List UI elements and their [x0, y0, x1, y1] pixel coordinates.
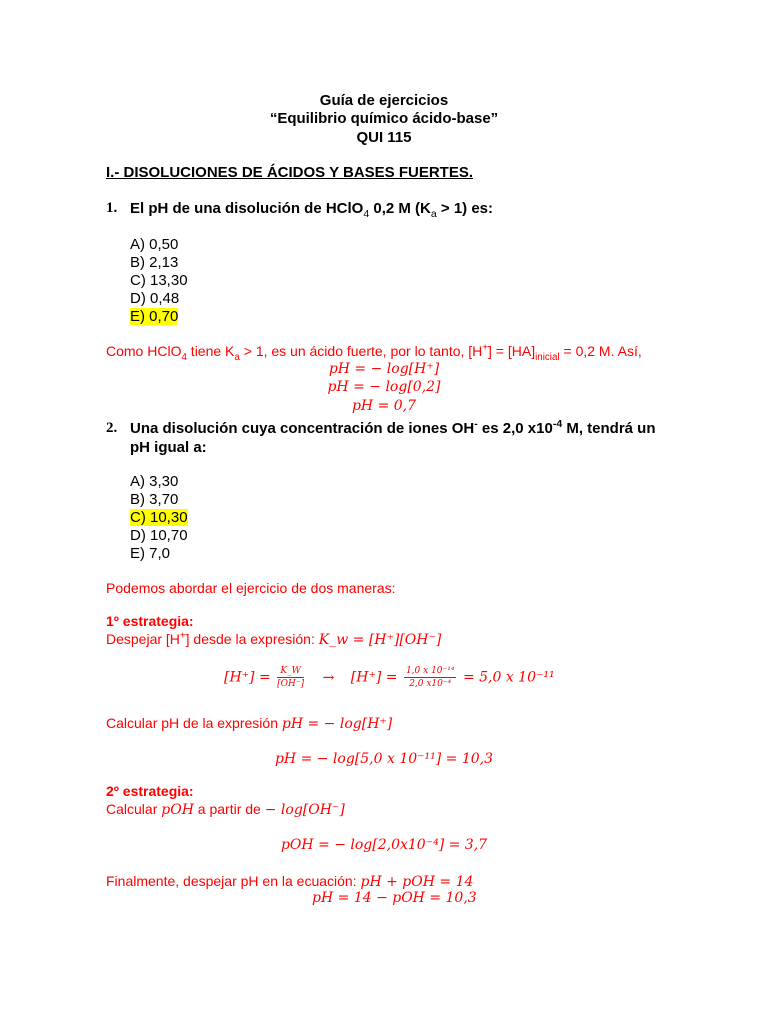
strategy-2-text: Calcular pOH a partir de − log[OH⁻] [106, 801, 345, 818]
calc-ph-text: Calcular pH de la expresión pH = − log[H⁺] [106, 715, 393, 732]
q2-solution-intro: Podemos abordar el ejercicio de dos maneras: [106, 580, 396, 596]
q1-option-d: D) 0,48 [130, 290, 180, 307]
doc-title-line3: QUI 115 [356, 129, 412, 146]
doc-title-line2: “Equilibrio químico ácido-base” [269, 110, 499, 127]
q2-option-b: B) 3,70 [130, 491, 179, 508]
h-plus-fraction-equation: [H⁺] = $\frac{K\_W}{[OH^-]}$ → [H⁺] = $\frac{\text{1,0 x 10⁻¹⁴}}{\text{2,0 x10⁻⁴}}$ = 5,0 x 10⁻¹¹ [224, 666, 555, 689]
q1-equation-3: pH = 0,7 [351, 398, 417, 414]
question-1-number: 1. [106, 200, 118, 216]
strategy-1-title: 1º estrategia: [106, 613, 194, 629]
strategy-2-title: 2º estrategia: [106, 783, 194, 799]
q1-solution-text: Como HClO$_4$ tiene $K_a > 1$, es un ácido fuerte, por lo tanto, $[H^+] = [HA]_{inicial} = 0,2$ M. Así, [106, 342, 642, 363]
strategy-1-text: Despejar [H+] desde la expresión: K_w = [H⁺][OH⁻] [106, 630, 442, 648]
q2-option-c-correct [130, 509, 188, 526]
q2-option-e: E) 7,0 [130, 545, 171, 562]
doc-title-line1: Guía de ejercicios [319, 92, 449, 109]
answer-highlight: E) 0,70 [130, 308, 179, 325]
q1-option-c: C) 13,30 [130, 272, 188, 289]
q1-equation-1: pH = − log[H⁺] [328, 361, 440, 377]
kw-expression: K_w = [H⁺][OH⁻] [318, 632, 442, 648]
ph-definition: pH = − log[H⁺] [281, 716, 393, 732]
ph-result-equation: pH = − log[5,0 x 10⁻¹¹] = 10,3 [274, 751, 494, 767]
section-heading: I.- DISOLUCIONES DE ÁCIDOS Y BASES FUERTES. [106, 164, 474, 181]
question-2-number: 2. [106, 420, 118, 436]
poh-result-equation: pOH = − log[2,0x10⁻⁴] = 3,7 [280, 837, 488, 853]
question-2-text-line2: pH igual a: [130, 439, 207, 456]
numeric-fraction: $\frac{\text{1,0 x 10⁻¹⁴}}{\text{2,0 x10⁻⁴}}$ [405, 666, 455, 689]
question-2-text: Una disolución cuya concentración de iones OH- es 2,0 $x10^{-4}$ M, tendrá un [130, 418, 656, 437]
q1-option-a: A) 0,50 [130, 236, 179, 253]
q2-option-d: D) 10,70 [130, 527, 188, 544]
q1-option-b: B) 2,13 [130, 254, 179, 271]
q1-equation-2: pH = − log[0,2] [327, 379, 441, 395]
arrow-icon: → [322, 669, 335, 686]
final-ph-equation: pH = 14 − pOH = 10,3 [312, 890, 477, 906]
q2-option-a: A) 3,30 [130, 473, 179, 490]
kw-over-oh-fraction: $\frac{K\_W}{[OH^-]}$ [277, 666, 305, 689]
question-1-text: El pH de una disolución de HClO$_4$ 0,2 M $(K_a > 1)$ es: [130, 200, 494, 220]
final-text: Finalmente, despejar pH en la ecuación: pH + pOH = 14 [106, 873, 474, 890]
answer-highlight: C) 10,30 [130, 509, 188, 526]
q1-option-e-correct [130, 308, 178, 325]
